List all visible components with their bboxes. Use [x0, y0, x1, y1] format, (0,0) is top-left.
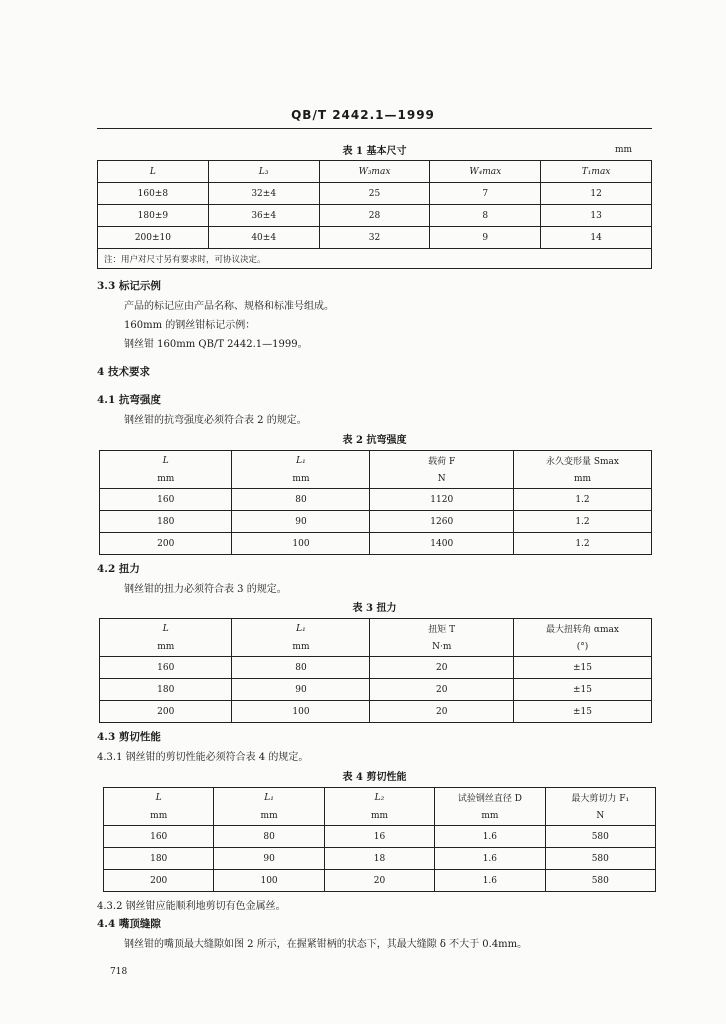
table3-torque [99, 618, 652, 723]
table-cell: 7 [430, 183, 541, 205]
table-cell: 25 [319, 183, 430, 205]
table-cell: 8 [430, 205, 541, 227]
table2-header: 永久变形量 Smax [513, 451, 651, 471]
table-cell: 180 [100, 511, 232, 533]
table-cell: 20 [370, 701, 514, 723]
table1-unit: mm [615, 145, 633, 155]
section-4-1-title: 4.1 抗弯强度 [97, 394, 161, 406]
table-cell: 580 [545, 870, 655, 892]
table4-header: 最大剪切力 F₁ [545, 788, 655, 808]
table-row [104, 870, 656, 892]
table-cell: 1260 [370, 511, 514, 533]
table-cell: 100 [232, 701, 370, 723]
table-cell: 100 [214, 870, 324, 892]
table-cell: 36±4 [208, 205, 319, 227]
table-cell: 9 [430, 227, 541, 249]
table2-header: L [100, 451, 232, 471]
table2-unit: mm [232, 471, 370, 489]
table-cell: 32±4 [208, 183, 319, 205]
table4-unit: mm [324, 808, 434, 826]
table4-unit: mm [214, 808, 324, 826]
section-4-3-2-text: 4.3.2 钢丝钳应能顺利地剪切有色金属丝。 [97, 901, 286, 912]
table4-header: L [104, 788, 214, 808]
table-cell: 80 [214, 826, 324, 848]
table3-header: L₁ [232, 619, 370, 639]
table-row [100, 657, 652, 679]
table-cell: 1.2 [513, 533, 651, 555]
table-cell: 180±9 [98, 205, 209, 227]
table-cell: 18 [324, 848, 434, 870]
table3-unit: N·m [370, 639, 514, 657]
section-4-title: 4 技术要求 [97, 366, 150, 378]
table-cell: 180 [100, 679, 232, 701]
table-cell: 200 [104, 870, 214, 892]
section-3-3-line: 产品的标记应由产品名称、规格和标准号组成。 [124, 301, 334, 312]
table1-header: W₃max [319, 161, 430, 183]
table-cell: 16 [324, 826, 434, 848]
table-cell: 160 [100, 657, 232, 679]
table-cell: 20 [370, 657, 514, 679]
table1-note: 注：用户对尺寸另有要求时，可协议决定。 [98, 249, 652, 269]
table-cell: ±15 [513, 657, 651, 679]
table4-unit: mm [104, 808, 214, 826]
section-4-2-text: 钢丝钳的扭力必须符合表 3 的规定。 [124, 584, 287, 595]
table-cell: 80 [232, 489, 370, 511]
table-cell: 200 [100, 533, 232, 555]
table3-unit: mm [232, 639, 370, 657]
table2-unit: mm [100, 471, 232, 489]
table-cell: 14 [541, 227, 652, 249]
table-row [100, 489, 652, 511]
table1-header: W₄max [430, 161, 541, 183]
table-cell: 12 [541, 183, 652, 205]
table-cell: ±15 [513, 679, 651, 701]
table-cell: 160 [104, 826, 214, 848]
table-cell: 20 [370, 679, 514, 701]
table4-unit: mm [435, 808, 545, 826]
table-cell: ±15 [513, 701, 651, 723]
table-cell: 28 [319, 205, 430, 227]
table-cell: 1.6 [435, 826, 545, 848]
table2-header: 载荷 F [370, 451, 514, 471]
section-4-3-title: 4.3 剪切性能 [97, 731, 161, 743]
section-4-1-text: 钢丝钳的抗弯强度必须符合表 2 的规定。 [124, 415, 307, 426]
page-number: 718 [110, 967, 128, 977]
table-cell: 1120 [370, 489, 514, 511]
table2-bending-strength [99, 450, 652, 555]
table-cell: 80 [232, 657, 370, 679]
table-row [100, 701, 652, 723]
table-cell: 20 [324, 870, 434, 892]
table-cell: 100 [232, 533, 370, 555]
table-row [98, 227, 652, 249]
table3-header: 最大扭转角 αmax [513, 619, 651, 639]
table2-unit: mm [513, 471, 651, 489]
table-cell: 32 [319, 227, 430, 249]
table-row [100, 511, 652, 533]
section-4-4-title: 4.4 嘴顶缝隙 [97, 918, 161, 930]
table-row [98, 183, 652, 205]
table4-caption: 表 4 剪切性能 [342, 772, 407, 783]
table4-header: L₂ [324, 788, 434, 808]
section-3-3-line: 160mm 的钢丝钳标记示例： [124, 320, 256, 331]
table3-unit: (°) [513, 639, 651, 657]
table3-caption: 表 3 扭力 [352, 603, 397, 614]
table1-basic-dimensions [97, 160, 652, 269]
table4-header: 试验钢丝直径 D [435, 788, 545, 808]
section-4-2-title: 4.2 扭力 [97, 563, 140, 575]
table1-header: L [98, 161, 209, 183]
table-cell: 1.2 [513, 511, 651, 533]
table-cell: 1400 [370, 533, 514, 555]
table-cell: 200 [100, 701, 232, 723]
table3-header: L [100, 619, 232, 639]
table-cell: 200±10 [98, 227, 209, 249]
section-3-3-title: 3.3 标记示例 [97, 280, 161, 292]
table4-unit: N [545, 808, 655, 826]
table1-header: L₃ [208, 161, 319, 183]
table-cell: 180 [104, 848, 214, 870]
table-cell: 1.6 [435, 870, 545, 892]
table-cell: 1.6 [435, 848, 545, 870]
table-cell: 580 [545, 848, 655, 870]
table3-header: 扭矩 T [370, 619, 514, 639]
table-row [100, 533, 652, 555]
table-row [104, 826, 656, 848]
table4-shearing-performance [103, 787, 656, 892]
table-cell: 160 [100, 489, 232, 511]
header-rule [97, 128, 652, 129]
table-cell: 160±8 [98, 183, 209, 205]
table1-header: T₁max [541, 161, 652, 183]
document-header: QB/T 2442.1—1999 [291, 108, 435, 122]
table-cell: 13 [541, 205, 652, 227]
table3-unit: mm [100, 639, 232, 657]
table-row [98, 205, 652, 227]
section-3-3-line: 钢丝钳 160mm QB/T 2442.1—1999。 [124, 339, 308, 350]
table-cell: 90 [232, 679, 370, 701]
table2-unit: N [370, 471, 514, 489]
table2-caption: 表 2 抗弯强度 [342, 435, 407, 446]
table4-header: L₁ [214, 788, 324, 808]
table-row [100, 679, 652, 701]
table-cell: 1.2 [513, 489, 651, 511]
table-row [104, 848, 656, 870]
table-cell: 90 [214, 848, 324, 870]
table-cell: 580 [545, 826, 655, 848]
section-4-4-text: 钢丝钳的嘴顶最大缝隙如图 2 所示，在握紧钳柄的状态下，其最大缝隙 δ 不大于 0.4mm。 [124, 939, 528, 950]
table2-header: L₁ [232, 451, 370, 471]
section-4-3-1-text: 4.3.1 钢丝钳的剪切性能必须符合表 4 的规定。 [97, 752, 309, 763]
table-cell: 90 [232, 511, 370, 533]
table-cell: 40±4 [208, 227, 319, 249]
table1-caption: 表 1 基本尺寸 [342, 146, 407, 157]
